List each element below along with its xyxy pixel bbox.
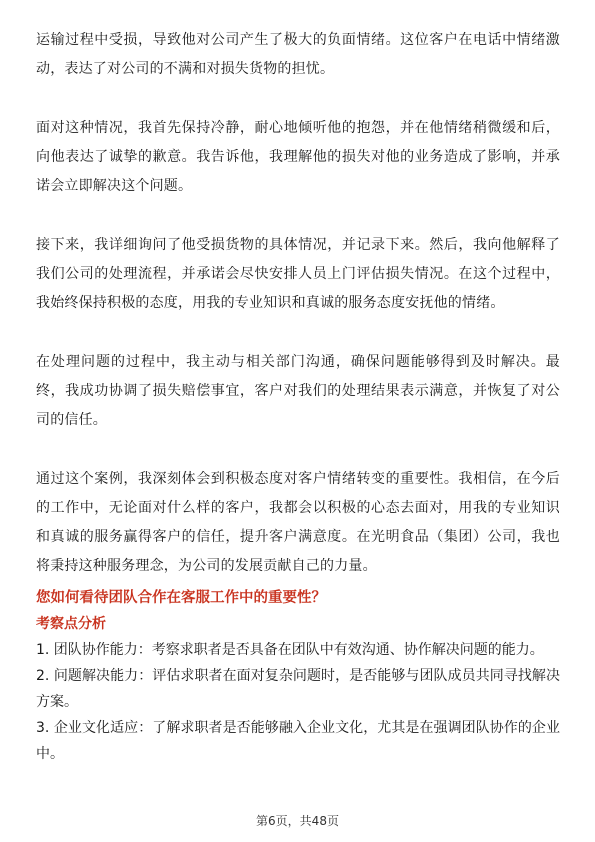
- paragraph: 运输过程中受损，导致他对公司产生了极大的负面情绪。这位客户在电话中情绪激动，表达了对公司的不满和对损失货物的担忧。: [36, 32, 560, 77]
- analysis-title: 考察点分析: [36, 616, 106, 632]
- list-item: 1. 团队协作能力：考察求职者是否具备在团队中有效沟通、协作解决问题的能力。: [36, 642, 544, 658]
- question-heading: 您如何看待团队合作在客服工作中的重要性？: [36, 590, 326, 606]
- paragraph: 在处理问题的过程中，我主动与相关部门沟通，确保问题能够得到及时解决。最终，我成功协调了损失赔偿事宜，客户对我们的处理结果表示满意，并恢复了对公司的信任。: [36, 354, 560, 428]
- document-page: [36, 26, 560, 767]
- page-number: 第6页，共48页: [256, 814, 339, 828]
- list-item: 3. 企业文化适应：了解求职者是否能够融入企业文化，尤其是在强调团队协作的企业中。: [36, 720, 560, 762]
- analysis-list: [36, 637, 560, 767]
- paragraph: 接下来，我详细询问了他受损货物的具体情况，并记录下来。然后，我向他解释了我们公司的处理流程，并承诺会尽快安排人员上门评估损失情况。在这个过程中，我始终保持积极的态度，用我的专业知识和真诚的服务态度安抚他的情绪。: [36, 237, 560, 311]
- paragraph: 通过这个案例，我深刻体会到积极态度对客户情绪转变的重要性。我相信，在今后的工作中，无论面对什么样的客户，我都会以积极的心态去面对，用我的专业知识和真诚的服务赢得客户的信任，提升客户满意度。在光明食品（集团）公司，我也将秉持这种服务理念，为公司的发展贡献自己的力量。: [36, 471, 560, 574]
- paragraph: 面对这种情况，我首先保持冷静，耐心地倾听他的抱怨，并在他情绪稍微缓和后，向他表达了诚挚的歉意。我告诉他，我理解他的损失对他的业务造成了影响，并承诺会立即解决这个问题。: [36, 120, 560, 194]
- list-item: 2. 问题解决能力：评估求职者在面对复杂问题时，是否能够与团队成员共同寻找解决方案。: [36, 668, 560, 710]
